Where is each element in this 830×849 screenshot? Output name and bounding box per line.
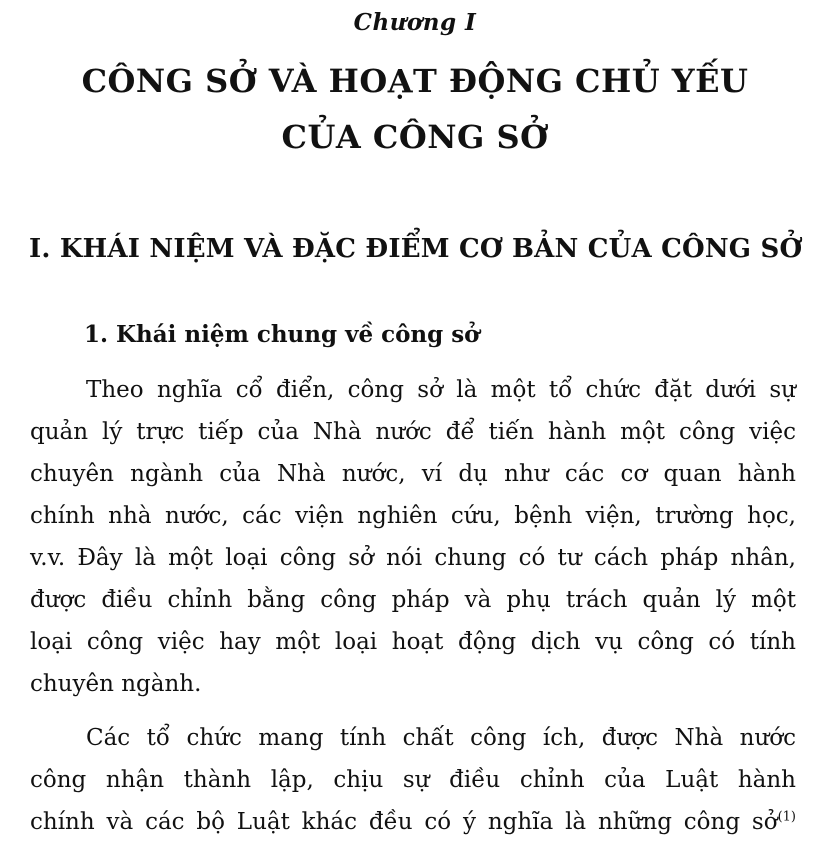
chapter-label: Chương I [353, 9, 477, 36]
paragraph-line: v.v. Đây là một loại công sở nói chung có tư cách pháp nhân, [30, 545, 796, 571]
chapter-title-line-1: CÔNG SỞ VÀ HOẠT ĐỘNG CHỦ YẾU [81, 62, 749, 100]
paragraph-line-with-footnote [30, 807, 796, 837]
paragraph-line-text: chính và các bộ Luật khác đều có ý nghĩa là những công sở [30, 809, 778, 835]
paragraph-line: Theo nghĩa cổ điển, công sở là một tổ chức đặt dưới sự [86, 377, 796, 403]
paragraph-line: công nhận thành lập, chịu sự điều chỉnh của Luật hành [30, 767, 796, 793]
paragraph-line: được điều chỉnh bằng công pháp và phụ trách quản lý một [30, 587, 796, 613]
section-heading: I. KHÁI NIỆM VÀ ĐẶC ĐIỂM CƠ BẢN CỦA CÔNG SỞ [29, 234, 803, 264]
paragraph-line: Các tổ chức mang tính chất công ích, được Nhà nước [86, 725, 796, 751]
paragraph-line: loại công việc hay một loại hoạt động dịch vụ công có tính [30, 629, 796, 655]
footnote-marker[interactable]: (1) [777, 809, 796, 825]
paragraph-line: chuyên ngành. [30, 671, 202, 697]
subsection-heading: 1. Khái niệm chung về công sở [84, 321, 480, 348]
paragraph-line: chuyên ngành của Nhà nước, ví dụ như các cơ quan hành [30, 461, 796, 487]
paragraph-line: chính nhà nước, các viện nghiên cứu, bệnh viện, trường học, [30, 503, 796, 529]
paragraph-line: quản lý trực tiếp của Nhà nước để tiến hành một công việc [30, 419, 796, 445]
chapter-title-line-2: CỦA CÔNG SỞ [281, 118, 549, 156]
